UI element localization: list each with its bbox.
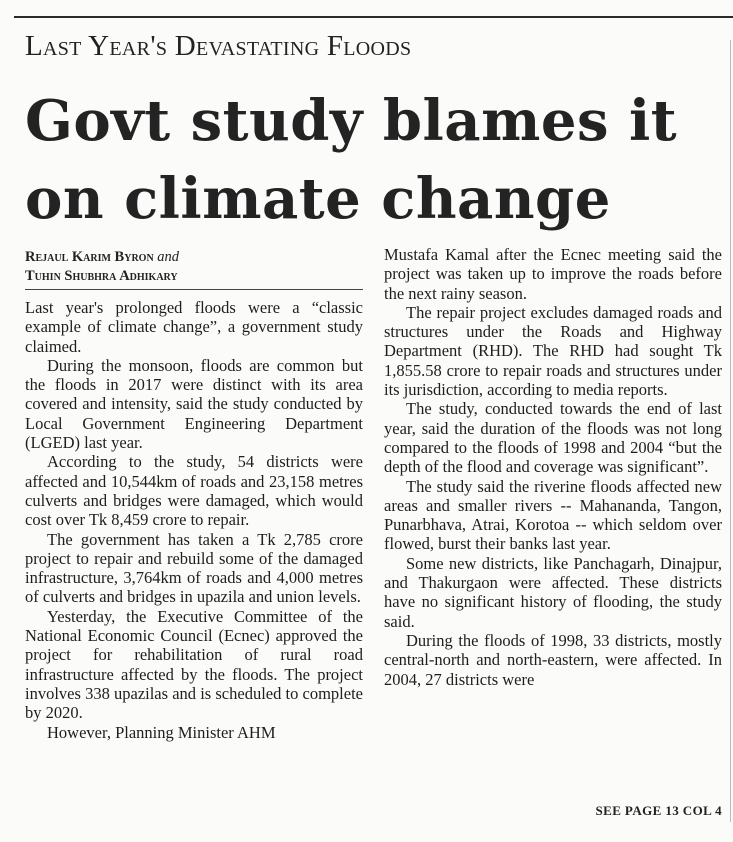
byline	[25, 248, 179, 286]
paragraph: The study, conducted towards the end of last year, said the duration of the floods was not long compared to the floods of 1998 and 2004 “but the depth of the flood and coverage was significant”.	[384, 399, 722, 477]
continuation-note[interactable]: SEE PAGE 13 COL 4	[595, 803, 722, 818]
paragraph: Some new districts, like Panchagarh, Dinajpur, and Thakurgaon were affected. These districts have no significant history of flooding, the study said.	[384, 553, 722, 631]
byline-author-1: Rejaul Karim Byron	[25, 249, 154, 265]
article-column-1	[25, 298, 363, 742]
byline-author-2: Tuhin Shubhra Adhikary	[25, 268, 178, 284]
paragraph: Mustafa Kamal after the Ecnec meeting said the project was taken up to improve the roads before the next rainy season.	[384, 245, 722, 303]
kicker: Last Year's Devastating Floods	[25, 30, 412, 62]
paragraph: The study said the riverine floods affected new areas and smaller rivers -- Mahananda, Tangon, Punarbhava, Atrai, Korotoa -- which seldom over flowed, burst their banks last year.	[384, 476, 722, 554]
paragraph: The government has taken a Tk 2,785 crore project to repair and rebuild some of the damaged infrastructure, 3,764km of roads and 4,000 metres of culverts and bridges in upazila and union levels.	[25, 529, 363, 607]
paragraph: According to the study, 54 districts were affected and 10,544km of roads and 23,158 metres culverts and bridges were damaged, which would cost over Tk 8,459 crore to repair.	[25, 452, 363, 530]
paragraph: Yesterday, the Executive Committee of the National Economic Council (Ecnec) approved the project for rehabilitation of rural road infrastructure affected by the floods. The project involves 338 upazilas and is scheduled to complete by 2020.	[25, 606, 363, 723]
paragraph: The repair project excludes damaged roads and structures under the Roads and Highway Department (RHD). The RHD had sought Tk 1,855.58 crore to repair roads and structures under its jurisdiction, according to media reports.	[384, 302, 722, 400]
paragraph: However, Planning Minister AHM	[47, 722, 276, 742]
paragraph: Last year's prolonged floods were a “classic example of climate change”, a government study claimed.	[25, 298, 363, 356]
byline-line-1	[25, 248, 179, 267]
headline: Govt study blames it on climate change	[25, 88, 678, 232]
article-column-2	[384, 245, 722, 689]
byline-rule	[25, 289, 363, 290]
byline-and: and	[157, 249, 180, 265]
paragraph: During the monsoon, floods are common but the floods in 2017 were distinct with its area covered and intensity, said the study conducted by Local Government Engineering Department (LGED) last year.	[25, 355, 363, 453]
paragraph: During the floods of 1998, 33 districts, mostly central-north and north-eastern, were affected. In 2004, 27 districts were	[384, 630, 722, 689]
top-rule	[14, 16, 733, 18]
